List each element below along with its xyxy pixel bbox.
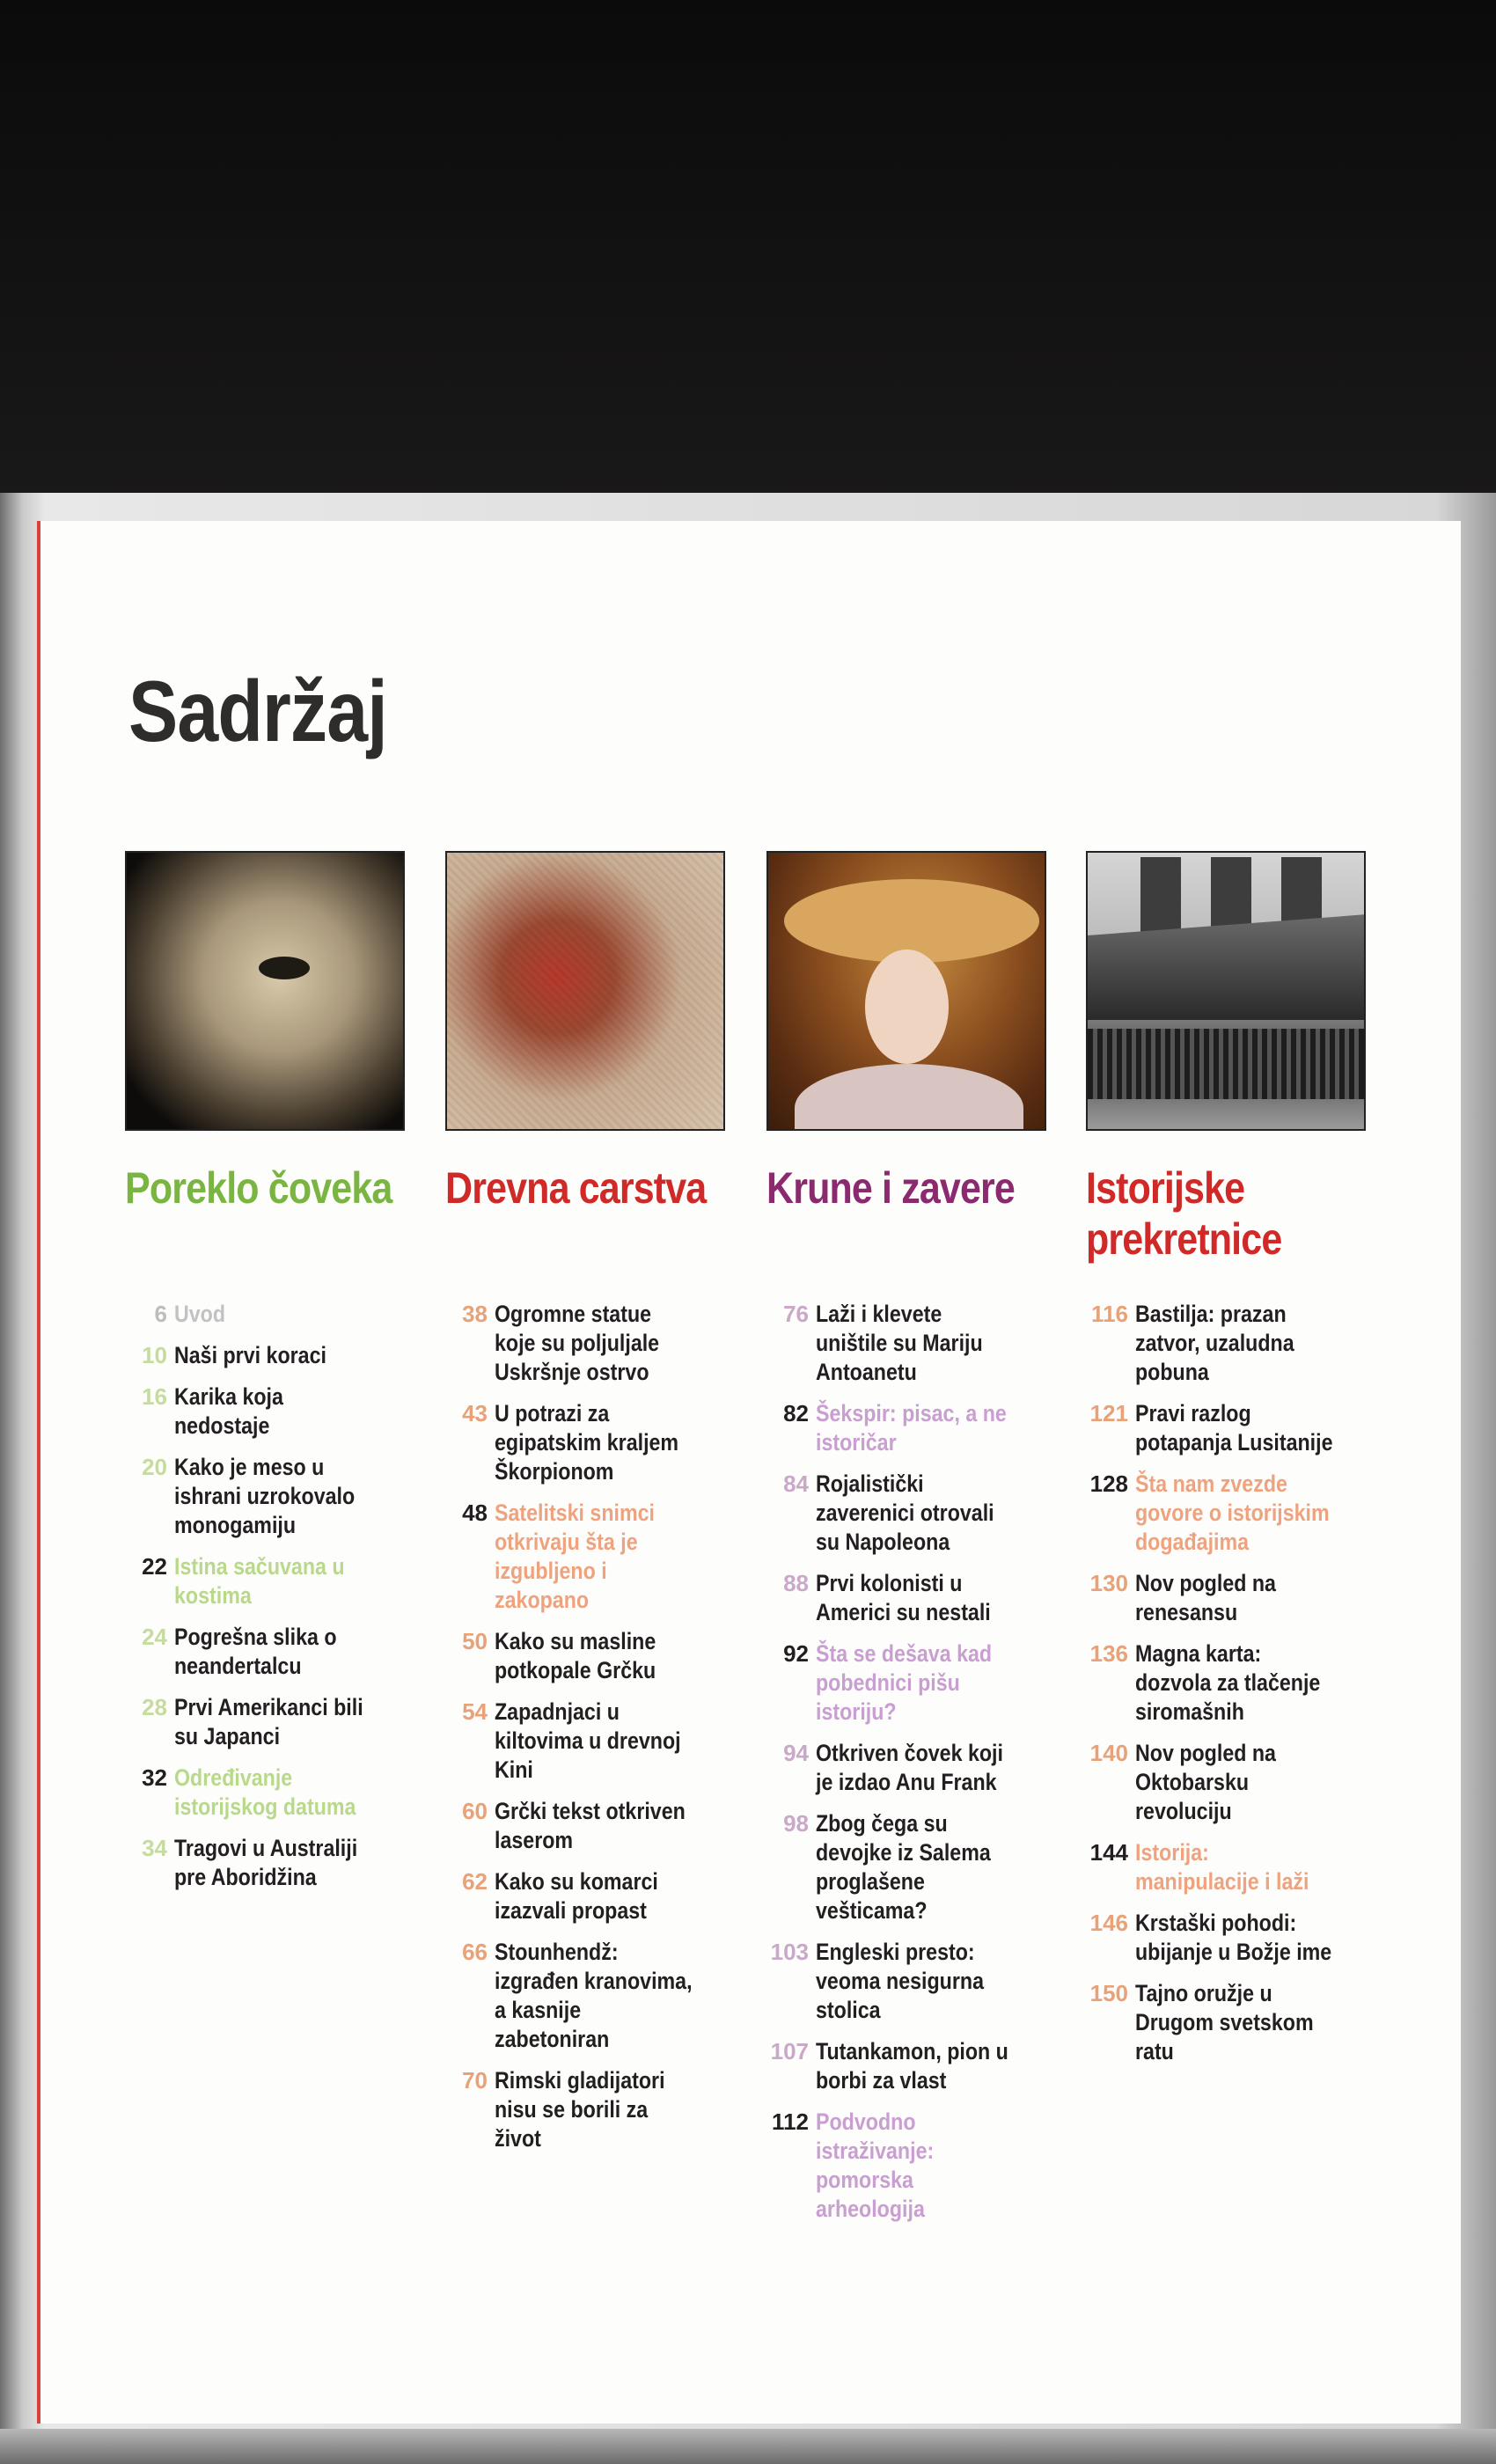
entry-title: Krstaški pohodi: ubijanje u Božje ime — [1135, 1910, 1332, 1965]
entry-title: Šta se dešava kad pobednici pišu istoriju? — [816, 1640, 993, 1725]
page-number: 107 — [770, 2038, 809, 2064]
toc-entry[interactable] — [766, 1470, 1048, 1557]
page-number: 20 — [142, 1454, 167, 1480]
toc-entry[interactable] — [125, 1341, 407, 1370]
page-number: 88 — [783, 1570, 809, 1596]
toc-entry[interactable] — [445, 1627, 727, 1685]
toc-entry[interactable] — [766, 2108, 1048, 2224]
section-title: Istorijske prekretnice — [1086, 1163, 1282, 1264]
entry-title: Nov pogled na renesansu — [1135, 1570, 1276, 1625]
toc-entry[interactable] — [766, 1809, 1048, 1925]
toc-entry[interactable] — [1086, 1639, 1368, 1727]
hominid-eye — [259, 957, 310, 979]
lusitania-photo — [1086, 851, 1366, 1131]
toc-entry[interactable] — [125, 1764, 407, 1822]
entry-title: Rojalistički zaverenici otrovali su Napoleona — [816, 1470, 994, 1555]
page-number: 60 — [462, 1798, 488, 1824]
toc-entry[interactable] — [125, 1693, 407, 1751]
entry-title: Određivanje istorijskog datuma — [174, 1764, 356, 1820]
page-number: 62 — [462, 1868, 488, 1895]
page-number: 140 — [1089, 1740, 1128, 1766]
entry-title: Magna karta: dozvola za tlačenje siromašnih — [1135, 1640, 1321, 1725]
entry-title: Tragovi u Australiji pre Aboridžina — [174, 1835, 358, 1890]
entry-title: Satelitski snimci otkrivaju šta je izgubljeno i zakopano — [495, 1500, 655, 1613]
page-number: 34 — [142, 1835, 167, 1861]
section-title: Poreklo čoveka — [125, 1163, 392, 1213]
hominid-photo — [125, 851, 405, 1131]
toc-entry[interactable] — [125, 1453, 407, 1540]
toc-entry[interactable] — [766, 1569, 1048, 1627]
toc-entry[interactable] — [766, 1639, 1048, 1727]
entry-title: Prvi Amerikanci bili su Japanci — [174, 1694, 363, 1749]
entry-title: Kako je meso u ishrani uzrokovalo monogamiju — [174, 1454, 356, 1538]
page-number: 38 — [462, 1301, 488, 1327]
entry-title: Bastilja: prazan zatvor, uzaludna pobuna — [1135, 1301, 1294, 1385]
portrait-face — [865, 950, 949, 1064]
toc-entry[interactable] — [1086, 1300, 1368, 1387]
entry-title: Prvi kolonisti u Americi su nestali — [816, 1570, 991, 1625]
entry-title: Kako su masline potkopale Grčku — [495, 1628, 656, 1683]
entry-title: Karika koja nedostaje — [174, 1383, 283, 1439]
toc-entry[interactable] — [445, 1938, 727, 2054]
entry-title: Grčki tekst otkriven laserom — [495, 1798, 686, 1853]
contents-page — [37, 521, 1461, 2424]
page-number: 150 — [1089, 1980, 1128, 2006]
page-number: 82 — [783, 1400, 809, 1426]
toc-entry[interactable] — [1086, 1470, 1368, 1557]
toc-entry[interactable] — [445, 1300, 727, 1387]
toc-entry[interactable] — [1086, 1569, 1368, 1627]
page-number: 146 — [1089, 1910, 1128, 1936]
entry-title: Zapadnjaci u kiltovima u drevnoj Kini — [495, 1698, 681, 1783]
toc-entry[interactable] — [1086, 1739, 1368, 1826]
entry-title: Naši prvi koraci — [174, 1342, 326, 1368]
toc-entry[interactable] — [125, 1834, 407, 1892]
toc-entry[interactable] — [445, 1867, 727, 1925]
section-drevna-carstva — [445, 851, 727, 2166]
entry-title: Uvod — [174, 1301, 226, 1327]
entry-title: Otkriven čovek koji je izdao Anu Frank — [816, 1740, 1003, 1795]
entry-title: Engleski presto: veoma nesigurna stolica — [816, 1939, 984, 2023]
entry-title: Tajno oružje u Drugom svetskom ratu — [1135, 1980, 1314, 2064]
page-number: 136 — [1089, 1640, 1128, 1667]
page-number: 112 — [772, 2108, 809, 2135]
page-number: 144 — [1089, 1839, 1128, 1866]
toc-entry[interactable] — [445, 2066, 727, 2153]
ship-hull — [1088, 914, 1366, 1020]
entry-title: Nov pogled na Oktobarsku revoluciju — [1135, 1740, 1276, 1824]
entry-title: Istorija: manipulacije i laži — [1135, 1839, 1309, 1895]
section-title: Krune i zavere — [766, 1163, 1015, 1213]
entry-list — [125, 1300, 407, 1892]
mosaic-photo — [445, 851, 725, 1131]
ship-funnel — [1140, 857, 1181, 936]
entry-title: Rimski gladijatori nisu se borili za život — [495, 2067, 665, 2152]
page-number: 92 — [783, 1640, 809, 1667]
page-number: 32 — [142, 1764, 167, 1791]
scanner-background — [0, 0, 1496, 506]
entry-list — [445, 1300, 727, 2153]
toc-entry[interactable] — [766, 1739, 1048, 1797]
toc-entry[interactable] — [125, 1623, 407, 1681]
page-number: 76 — [783, 1301, 809, 1327]
section-title: Drevna carstva — [445, 1163, 707, 1213]
toc-entry[interactable] — [766, 2037, 1048, 2095]
toc-entry[interactable] — [445, 1698, 727, 1785]
page-number: 24 — [142, 1624, 167, 1650]
toc-entry[interactable] — [445, 1797, 727, 1855]
entry-title: Laži i klevete uništile su Mariju Antoanetu — [816, 1301, 983, 1385]
page-number: 98 — [783, 1810, 809, 1837]
page-number: 84 — [783, 1470, 809, 1497]
page-number: 94 — [783, 1740, 809, 1766]
entry-title: Podvodno istraživanje: pomorska arheologija — [816, 2108, 935, 2222]
page-number: 121 — [1089, 1400, 1128, 1426]
portrait-dress — [795, 1064, 1023, 1131]
toc-entry[interactable] — [445, 1399, 727, 1486]
entry-title: Šekspir: pisac, a ne istoričar — [816, 1400, 1007, 1456]
entry-title: Tutankamon, pion u borbi za vlast — [816, 2038, 1008, 2094]
marie-antoinette-portrait — [766, 851, 1046, 1131]
entry-title: Pravi razlog potapanja Lusitanije — [1135, 1400, 1333, 1456]
page-number: 28 — [142, 1694, 167, 1720]
binder-edge — [0, 2429, 1496, 2464]
page-number: 43 — [462, 1400, 488, 1426]
page-number: 10 — [142, 1342, 167, 1368]
toc-entry[interactable] — [1086, 1979, 1368, 2066]
toc-entry[interactable] — [766, 1938, 1048, 2025]
toc-entry[interactable] — [1086, 1909, 1368, 1967]
toc-entry[interactable] — [766, 1300, 1048, 1387]
page-number: 6 — [154, 1301, 167, 1327]
entry-title: Šta nam zvezde govore o istorijskim događajima — [1135, 1470, 1330, 1555]
toc-entry[interactable] — [766, 1399, 1048, 1457]
toc-entry[interactable] — [125, 1300, 407, 1329]
crowd — [1088, 1029, 1366, 1099]
page-number: 103 — [770, 1939, 809, 1965]
page-number: 128 — [1089, 1470, 1128, 1497]
page-number: 116 — [1091, 1301, 1128, 1327]
toc-entry[interactable] — [445, 1499, 727, 1615]
page-number: 50 — [462, 1628, 488, 1654]
entry-list — [1086, 1300, 1368, 2066]
section-poreklo-coveka — [125, 851, 407, 1904]
entry-title: Stounhendž: izgrađen kranovima, a kasnije zabetoniran — [495, 1939, 693, 2052]
entry-title: Kako su komarci izazvali propast — [495, 1868, 658, 1924]
toc-entry[interactable] — [1086, 1399, 1368, 1457]
toc-entry[interactable] — [125, 1552, 407, 1610]
entry-title: Pogrešna slika o neandertalcu — [174, 1624, 337, 1679]
entry-title: Istina sačuvana u kostima — [174, 1553, 345, 1609]
toc-entry[interactable] — [125, 1382, 407, 1441]
page-number: 70 — [462, 2067, 488, 2094]
entry-list — [766, 1300, 1048, 2224]
page-number: 48 — [462, 1500, 488, 1526]
section-krune-i-zavere — [766, 851, 1048, 2236]
entry-title: Zbog čega su devojke iz Salema proglašene vešticama? — [816, 1810, 991, 1924]
page-number: 22 — [142, 1553, 167, 1580]
section-istorijske-prekretnice — [1086, 851, 1368, 2079]
page-number: 16 — [142, 1383, 167, 1410]
page-title: Sadržaj — [128, 663, 387, 759]
entry-title: U potrazi za egipatskim kraljem Škorpionom — [495, 1400, 679, 1485]
page-number: 66 — [462, 1939, 488, 1965]
toc-entry[interactable] — [1086, 1838, 1368, 1896]
page-number: 54 — [462, 1698, 488, 1725]
page-number: 130 — [1089, 1570, 1128, 1596]
entry-title: Ogromne statue koje su poljuljale Uskršnje ostrvo — [495, 1301, 660, 1385]
